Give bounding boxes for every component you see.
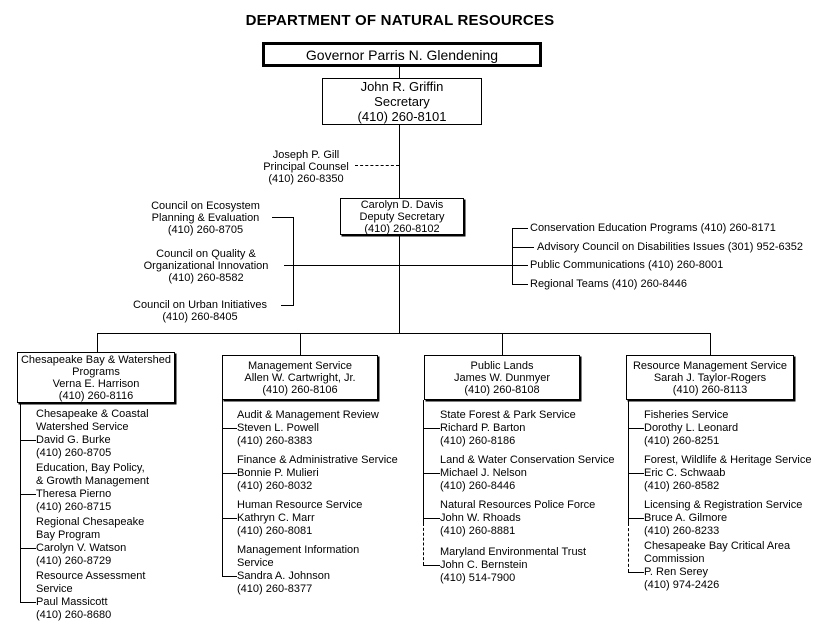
connector-deputy-divisions	[399, 235, 400, 333]
text-line: Resource Assessment	[36, 570, 146, 582]
text-line: Kathryn C. Marr	[237, 512, 315, 524]
text-line: John C. Bernstein	[440, 559, 528, 571]
staff-office-advisory-council: Advisory Council on Disabilities Issues (301) 952-6352	[537, 241, 803, 253]
text-line: (410) 260-8113	[672, 383, 748, 396]
staff-office-regional-teams: Regional Teams (410) 260-8446	[530, 278, 687, 290]
text-line: (410) 260-8582	[168, 272, 244, 284]
text-line: (410) 260-8081	[237, 525, 313, 537]
text-line: Land & Water Conservation Service	[440, 454, 615, 466]
unit-chesapeake-coastal-watershed	[36, 408, 149, 460]
text-line: (410) 260-8116	[58, 389, 134, 402]
text-line: John W. Rhoads	[440, 512, 521, 524]
text-line: Chesapeake & Coastal	[36, 408, 149, 420]
connector-tick-col1-4	[20, 602, 36, 603]
text-line: Principal Counsel	[263, 161, 349, 173]
text-line: (410) 260-8383	[237, 435, 313, 447]
text-line: Commission	[644, 553, 705, 565]
text-line: (410) 260-8106	[262, 383, 338, 396]
text-line: (410) 260-8377	[237, 583, 313, 595]
text-line: Fisheries Service	[644, 409, 729, 421]
text-line: (410) 260-8101	[357, 109, 447, 124]
staff-office-conservation-education: Conservation Education Programs (410) 260-8171	[530, 222, 776, 234]
connector-tick-col3-1	[423, 428, 440, 429]
text-line: Council on Quality &	[156, 248, 256, 260]
connector-spine-col3-dashed	[423, 523, 424, 565]
division-box-chesapeake-bay-watershed	[17, 352, 175, 403]
connector-drop-division-4	[710, 333, 711, 355]
text-line: Organizational Innovation	[143, 260, 269, 272]
text-line: Theresa Pierno	[36, 488, 112, 500]
text-line: Eric C. Schwaab	[644, 467, 726, 479]
text-line: (410) 260-8186	[440, 435, 516, 447]
page-title: DEPARTMENT OF NATURAL RESOURCES	[245, 12, 555, 29]
text-line: Michael J. Nelson	[440, 467, 527, 479]
text-line: Allen W. Cartwright, Jr.	[244, 371, 356, 384]
connector-spine-col4	[628, 400, 629, 523]
text-line: David G. Burke	[36, 434, 111, 446]
text-line: (410) 260-8715	[36, 501, 112, 513]
connector-council-urban-tick	[281, 305, 293, 306]
principal-counsel-block	[246, 149, 366, 185]
text-line: Sandra A. Johnson	[237, 570, 330, 582]
text-line: Bruce A. Gilmore	[644, 512, 728, 524]
text-line: Richard P. Barton	[440, 422, 526, 434]
text-line: Education, Bay Policy,	[36, 462, 145, 474]
text-line: Watershed Service	[36, 421, 129, 433]
text-line: (410) 260-8102	[364, 222, 440, 235]
connector-drop-division-3	[502, 333, 503, 355]
connector-council-ecosystem-tick	[272, 217, 293, 218]
unit-licensing-registration	[644, 499, 802, 538]
council-urban-block	[116, 299, 284, 323]
connector-spine-col1	[20, 403, 21, 602]
unit-finance-administrative	[237, 454, 398, 493]
division-box-public-lands	[424, 355, 580, 400]
staff-office-public-communications: Public Communications (410) 260-8001	[530, 259, 724, 271]
unit-chesapeake-critical-area	[644, 540, 790, 592]
text-line: Secretary	[374, 94, 430, 109]
text-line: Council on Ecosystem	[151, 200, 260, 212]
connector-spine-col2	[222, 400, 223, 576]
text-line: (410) 260-8881	[440, 525, 516, 537]
connector-principal-counsel-dashed	[355, 165, 399, 166]
governor-box	[262, 42, 542, 67]
unit-education-bay-policy	[36, 462, 149, 514]
text-line: Natural Resources Police Force	[440, 499, 596, 511]
connector-secretary-deputy	[399, 125, 400, 198]
text-line: Paul Massicott	[36, 596, 108, 608]
text-line: (410) 260-8233	[644, 525, 720, 537]
text-line: (410) 974-2426	[644, 579, 720, 591]
text-line: Audit & Management Review	[237, 409, 379, 421]
unit-natural-resources-police	[440, 499, 595, 538]
text-line: Council on Urban Initiatives	[133, 299, 267, 311]
text-line: Deputy Secretary	[359, 210, 445, 223]
text-line: Carolyn V. Watson	[36, 542, 127, 554]
connector-councils-bracket	[293, 217, 294, 306]
text-line: (410) 260-8446	[440, 480, 516, 492]
unit-maryland-environmental-trust	[440, 546, 586, 585]
connector-spine-col3	[423, 400, 424, 523]
governor-name: Governor Parris N. Glendening	[305, 46, 499, 63]
connector-tick-col1-1	[20, 440, 36, 441]
unit-resource-assessment	[36, 570, 145, 622]
connector-tick-col3-3	[423, 518, 440, 519]
connector-tick-col4-1	[628, 428, 644, 429]
text-line: Dorothy L. Leonard	[644, 422, 739, 434]
connector-tick-col4-4	[628, 572, 644, 573]
text-line: Joseph P. Gill	[272, 149, 340, 161]
connector-tick-col2-1	[222, 428, 237, 429]
text-line: & Growth Management	[36, 475, 150, 487]
connector-tick-col2-3	[222, 518, 237, 519]
text-line: Programs	[72, 365, 120, 378]
council-quality-block	[126, 248, 286, 284]
text-line: Verna E. Harrison	[52, 377, 140, 390]
text-line: (410) 260-8680	[36, 609, 112, 621]
division-box-management-service	[222, 355, 378, 400]
connector-tick-col2-2	[222, 473, 237, 474]
text-line: James W. Dunmyer	[454, 371, 550, 384]
text-line: Forest, Wildlife & Heritage Service	[644, 454, 812, 466]
connector-staff-advisory-tick	[512, 247, 534, 248]
text-line: Sarah J. Taylor-Rogers	[653, 371, 767, 384]
unit-fisheries-service	[644, 409, 738, 448]
text-line: Steven L. Powell	[237, 422, 319, 434]
text-line: (410) 260-8405	[162, 311, 238, 323]
text-line: Carolyn D. Davis	[360, 198, 444, 211]
text-line: Maryland Environmental Trust	[440, 546, 587, 558]
text-line: (410) 260-8350	[268, 173, 344, 185]
connector-drop-division-2	[300, 333, 301, 355]
unit-state-forest-park	[440, 409, 576, 448]
text-line: Bay Program	[36, 529, 101, 541]
text-line: State Forest & Park Service	[440, 409, 576, 421]
connector-councils-staff-crossline	[284, 265, 528, 266]
text-line: Bonnie P. Mulieri	[237, 467, 319, 479]
text-line: Public Lands	[470, 359, 534, 372]
text-line: (410) 260-8582	[644, 480, 720, 492]
unit-audit-management-review	[237, 409, 379, 448]
connector-staff-bracket	[512, 228, 513, 285]
division-box-resource-management	[626, 355, 794, 400]
text-line: Chesapeake Bay & Watershed	[20, 353, 171, 366]
connector-tick-col2-4	[222, 576, 237, 577]
connector-tick-col3-2	[423, 473, 440, 474]
text-line: Human Resource Service	[237, 499, 363, 511]
unit-land-water-conservation	[440, 454, 614, 493]
text-line: Resource Management Service	[632, 359, 788, 372]
unit-human-resource	[237, 499, 362, 538]
text-line: Service	[237, 557, 274, 569]
text-line: Service	[36, 583, 73, 595]
connector-staff-regional-tick	[512, 284, 528, 285]
connector-spine-col4-dashed	[628, 523, 629, 572]
unit-regional-chesapeake-bay	[36, 516, 144, 568]
text-line: Management Information	[237, 544, 360, 556]
connector-drop-division-1	[97, 333, 98, 352]
text-line: (410) 260-8032	[237, 480, 313, 492]
unit-management-information	[237, 544, 359, 596]
connector-tick-col4-3	[628, 518, 644, 519]
text-line: (410) 260-8108	[464, 383, 540, 396]
deputy-secretary-box	[340, 198, 464, 235]
text-line: Regional Chesapeake	[36, 516, 145, 528]
connector-tick-col3-4	[423, 565, 440, 566]
text-line: (410) 260-8705	[36, 447, 112, 459]
text-line: Planning & Evaluation	[151, 212, 260, 224]
connector-tick-col4-2	[628, 473, 644, 474]
text-line: P. Ren Serey	[644, 566, 709, 578]
text-line: Management Service	[248, 359, 352, 372]
text-line: Finance & Administrative Service	[237, 454, 398, 466]
text-line: Licensing & Registration Service	[644, 499, 803, 511]
connector-tick-col1-3	[20, 548, 36, 549]
text-line: (410) 260-8251	[644, 435, 720, 447]
connector-divisions-rail	[97, 333, 711, 334]
text-line: (410) 260-8705	[167, 224, 244, 236]
text-line: John R. Griffin	[360, 79, 444, 94]
connector-governor-secretary	[399, 67, 400, 78]
connector-staff-conservation-tick	[512, 228, 528, 229]
text-line: Chesapeake Bay Critical Area	[644, 540, 791, 552]
unit-forest-wildlife-heritage	[644, 454, 812, 493]
council-ecosystem-block	[128, 200, 283, 236]
connector-tick-col1-2	[20, 494, 36, 495]
text-line: (410) 514-7900	[440, 572, 516, 584]
text-line: (410) 260-8729	[36, 555, 112, 567]
secretary-box	[322, 78, 482, 125]
